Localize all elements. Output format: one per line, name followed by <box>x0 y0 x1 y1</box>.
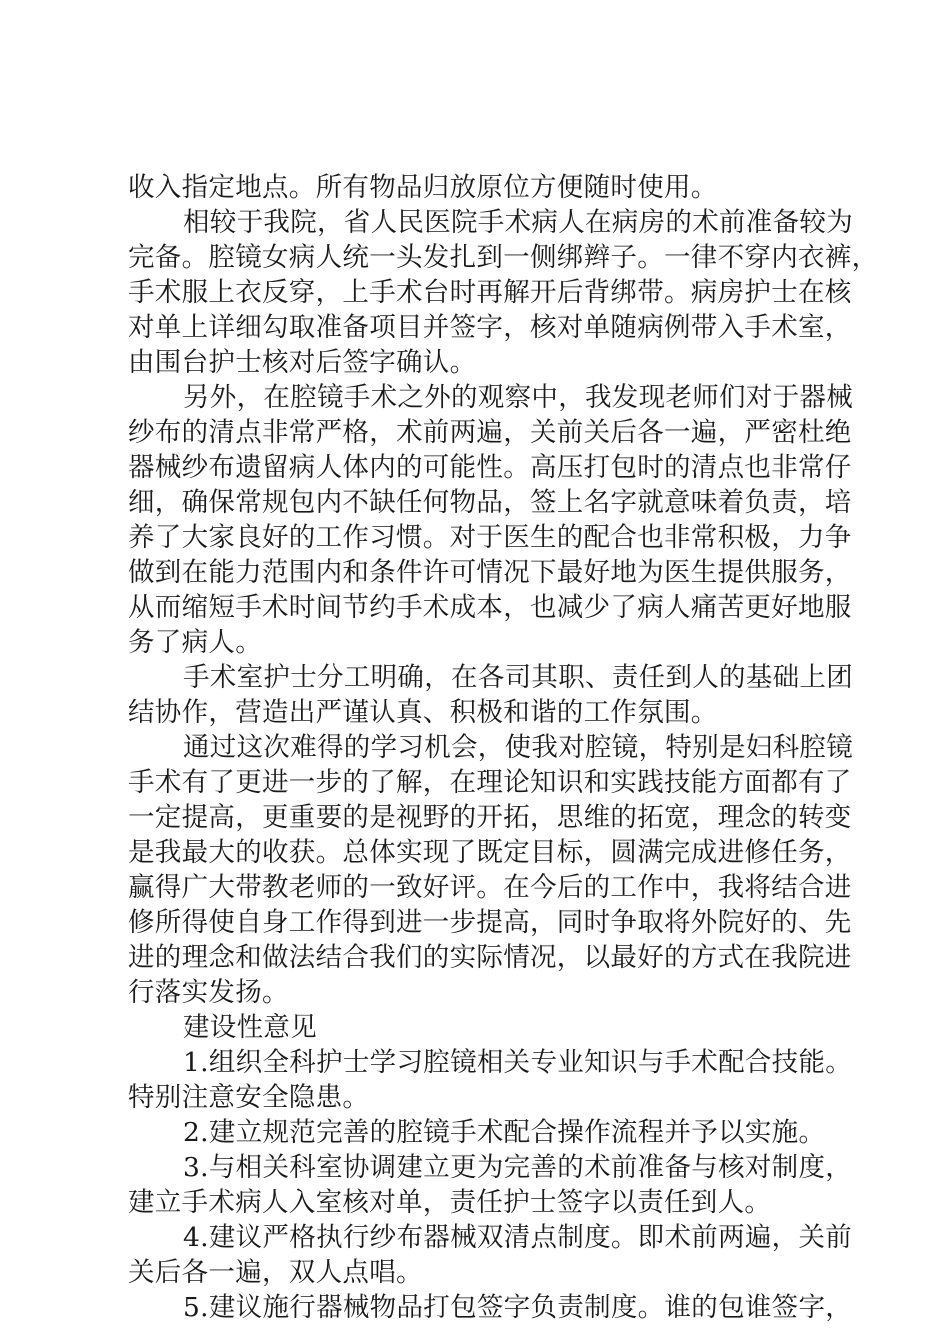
text-line: 由围台护士核对后签字确认。 <box>128 347 477 378</box>
text-line: 收入指定地点。所有物品归放原位方便随时使用。 <box>128 172 718 203</box>
text-line: 器械纱布遗留病人体内的可能性。高压打包时的清点也非常仔 <box>128 452 852 483</box>
text-line: 进的理念和做法结合我们的实际情况，以最好的方式在我院进 <box>128 942 852 973</box>
text-line: 对单上详细勾取准备项目并签字，核对单随病例带入手术室， <box>128 312 852 343</box>
text-line: 一定提高，更重要的是视野的开拓，思维的拓宽，理念的转变 <box>128 802 852 833</box>
section-heading: 建设性意见 <box>183 1012 317 1043</box>
text-line: 行落实发扬。 <box>128 977 289 1008</box>
list-item: 5.建议施行器械物品打包签字负责制度。谁的包谁签字， <box>183 1292 853 1323</box>
text-line: 做到在能力范围内和条件许可情况下最好地为医生提供服务， <box>128 557 852 588</box>
text-line: 是我最大的收获。总体实现了既定目标，圆满完成进修任务， <box>128 837 852 868</box>
paragraph-start: 通过这次难得的学习机会，使我对腔镜，特别是妇科腔镜 <box>183 732 853 763</box>
text-line: 完备。腔镜女病人统一头发扎到一侧绑辫子。一律不穿内衣裤， <box>128 242 879 273</box>
text-line: 手术服上衣反穿，上手术台时再解开后背绑带。病房护士在核 <box>128 277 852 308</box>
list-item: 1.组织全科护士学习腔镜相关专业知识与手术配合技能。 <box>183 1047 853 1078</box>
paragraph-start: 手术室护士分工明确，在各司其职、责任到人的基础上团 <box>183 662 853 693</box>
text-line: 细，确保常规包内不缺任何物品，签上名字就意味着负责，培 <box>128 487 852 518</box>
text-line: 赢得广大带教老师的一致好评。在今后的工作中，我将结合进 <box>128 872 852 903</box>
text-line: 结协作，营造出严谨认真、积极和谐的工作氛围。 <box>128 697 718 728</box>
list-item: 3.与相关科室协调建立更为完善的术前准备与核对制度， <box>183 1152 853 1183</box>
text-line: 建立手术病人入室核对单，责任护士签字以责任到人。 <box>128 1187 772 1218</box>
text-line: 务了病人。 <box>128 627 262 658</box>
paragraph-start: 另外，在腔镜手术之外的观察中，我发现老师们对于器械 <box>183 382 853 413</box>
text-line: 养了大家良好的工作习惯。对于医生的配合也非常积极，力争 <box>128 522 852 553</box>
list-item: 4.建议严格执行纱布器械双清点制度。即术前两遍，关前 <box>183 1222 853 1253</box>
text-line: 关后各一遍，双人点唱。 <box>128 1257 423 1288</box>
text-line: 纱布的清点非常严格，术前两遍，关前关后各一遍，严密杜绝 <box>128 417 852 448</box>
text-line: 手术有了更进一步的了解，在理论知识和实践技能方面都有了 <box>128 767 852 798</box>
text-line: 修所得使自身工作得到进一步提高，同时争取将外院好的、先 <box>128 907 852 938</box>
paragraph-start: 相较于我院，省人民医院手术病人在病房的术前准备较为 <box>183 207 853 238</box>
list-item: 2.建立规范完善的腔镜手术配合操作流程并予以实施。 <box>183 1117 826 1148</box>
text-line: 特别注意安全隐患。 <box>128 1082 370 1113</box>
text-line: 从而缩短手术时间节约手术成本，也减少了病人痛苦更好地服 <box>128 592 852 623</box>
